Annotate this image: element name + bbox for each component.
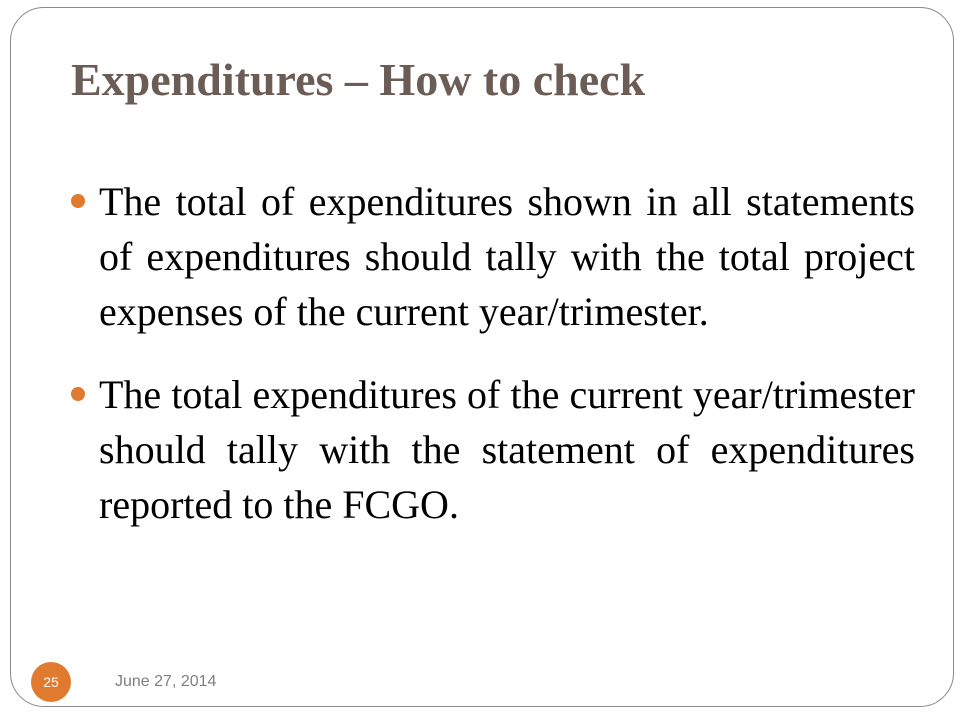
bullet-dot-icon <box>71 194 85 208</box>
slide-title: Expenditures – How to check <box>71 54 646 105</box>
bullet-dot-icon <box>71 387 85 401</box>
slide-frame <box>10 7 954 707</box>
bullet-item <box>69 367 915 532</box>
page-number-badge: 25 <box>31 662 71 702</box>
bullet-text: The total of expenditures shown in all statements of expenditures should tally with the total project expenses of the current year/trimester. <box>99 179 915 334</box>
bullet-text: The total expenditures of the current year/trimester should tally with the statement of expenditures reported to the FCGO. <box>99 372 915 527</box>
bullet-item <box>69 174 915 339</box>
footer-date: June 27, 2014 <box>115 673 217 690</box>
bullet-list <box>69 174 915 560</box>
